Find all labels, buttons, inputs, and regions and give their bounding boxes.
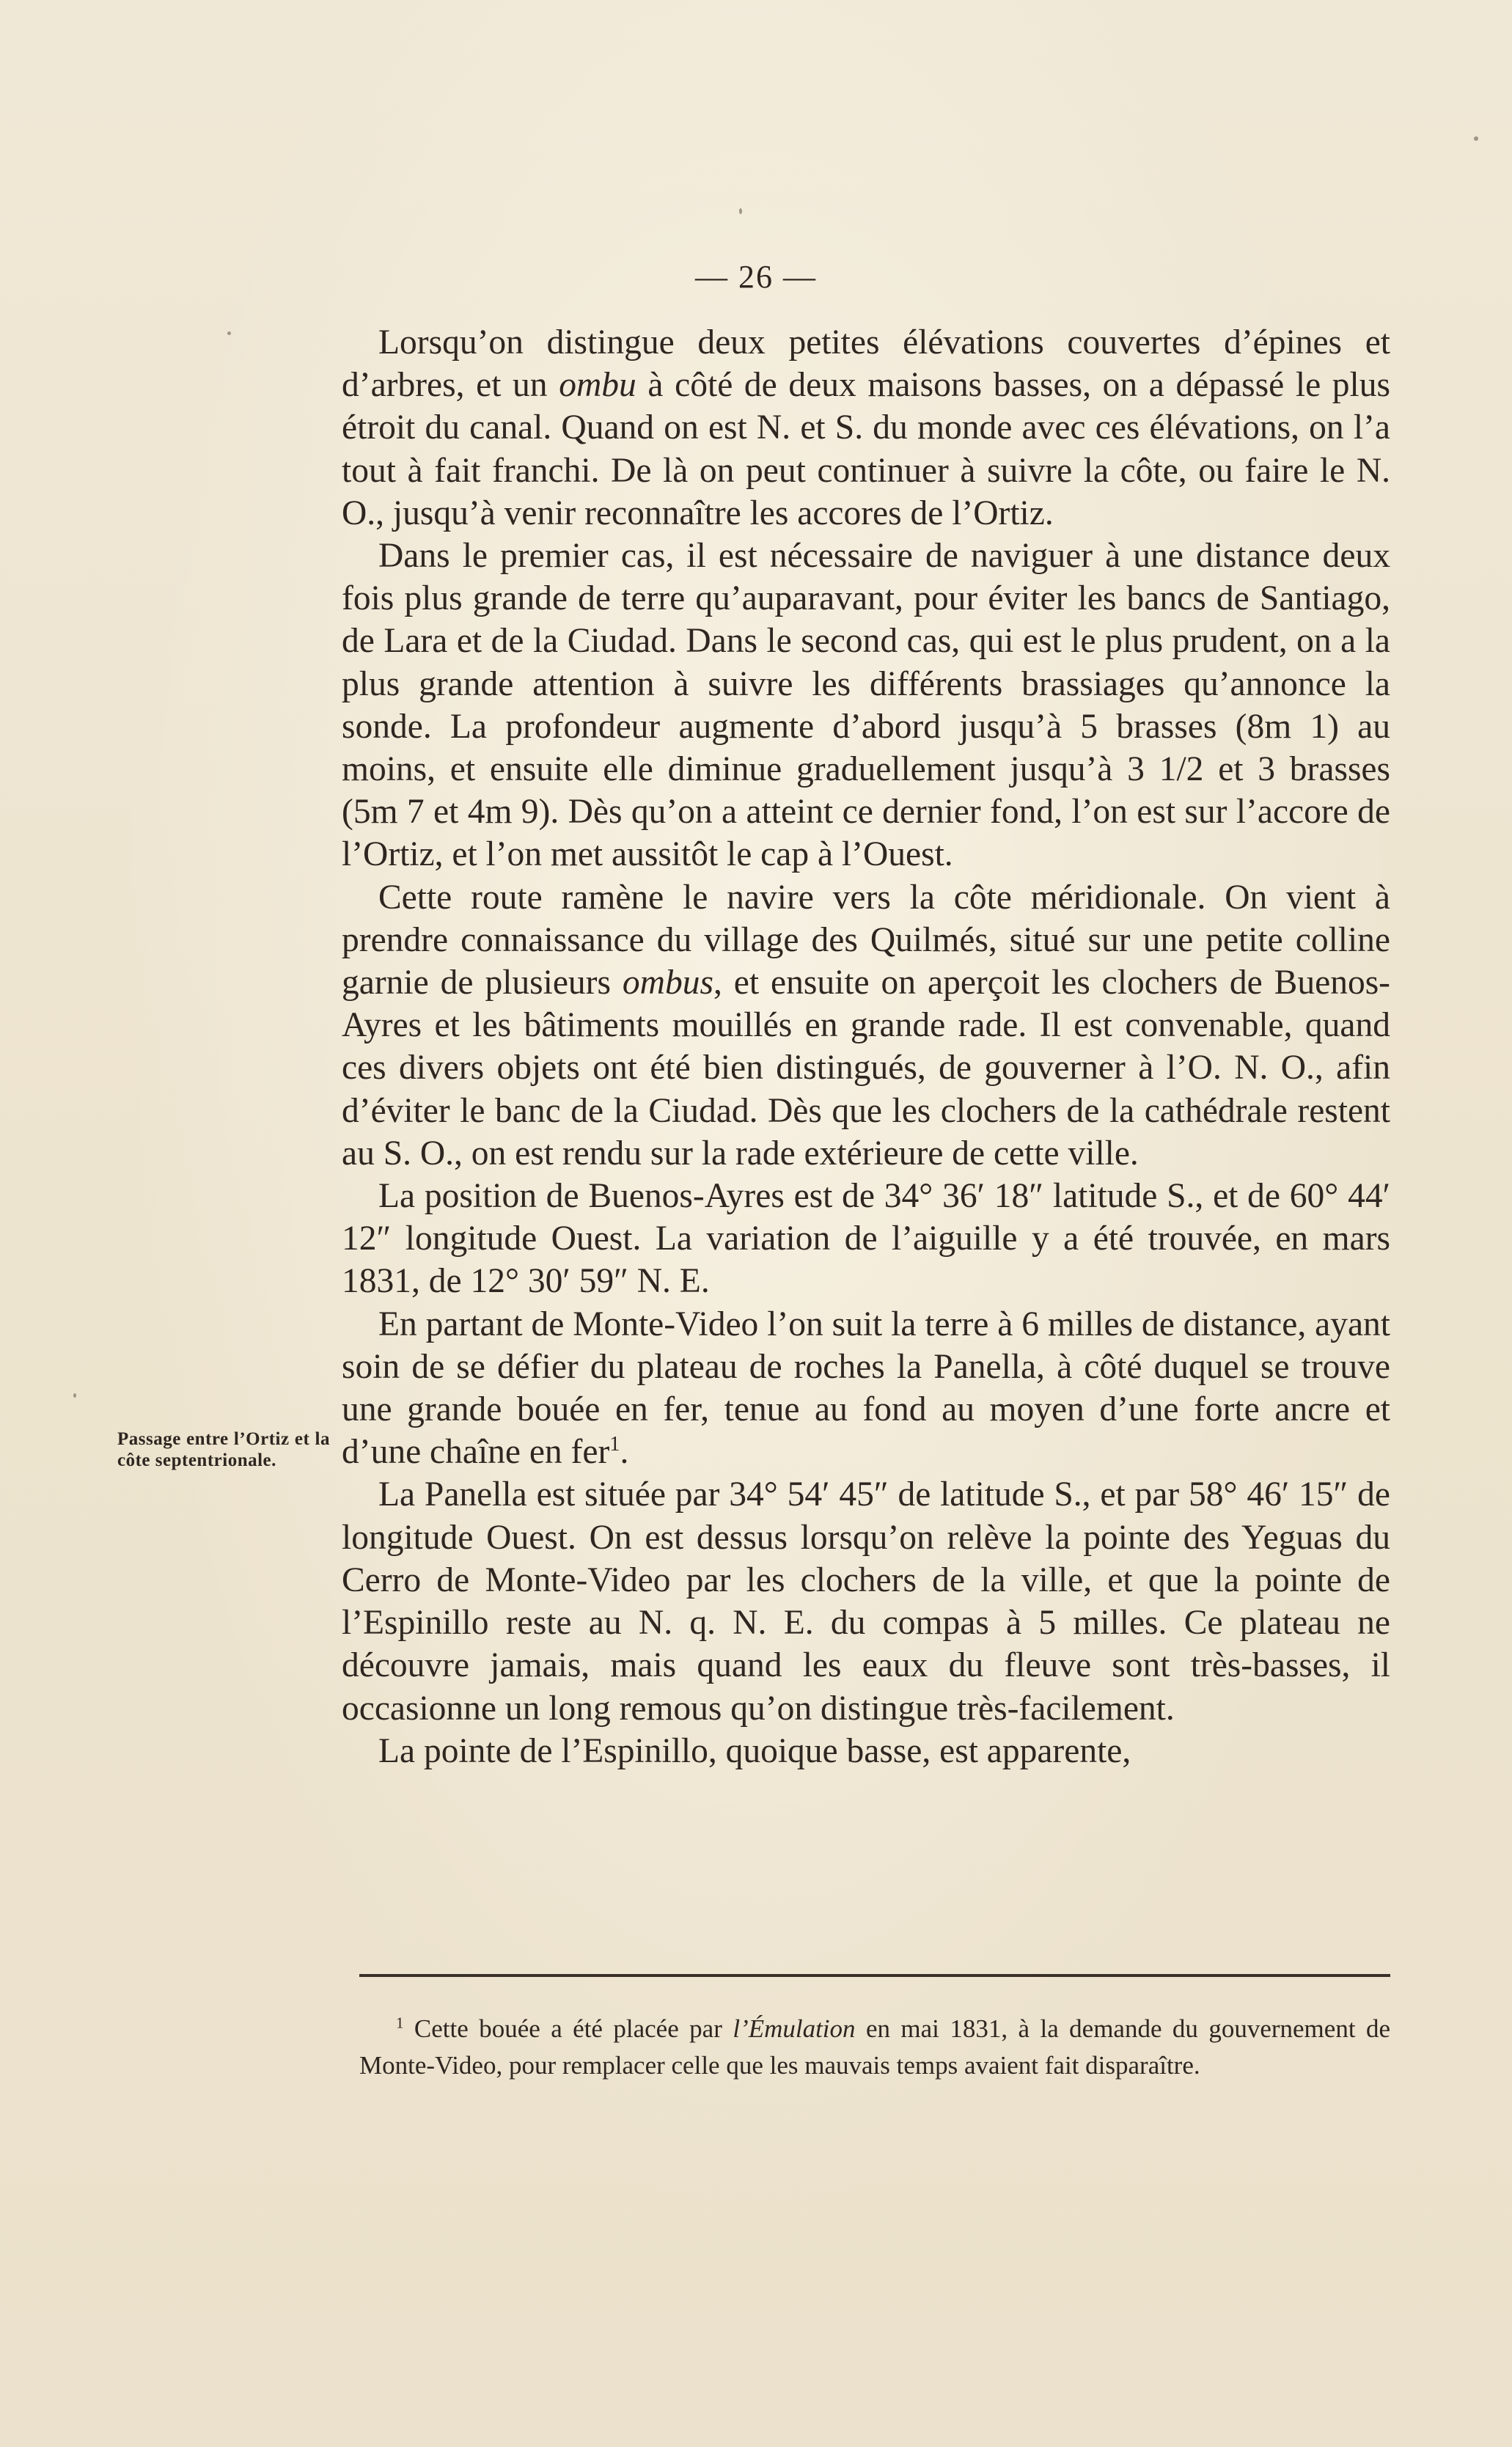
paragraph-4: La position de Buenos-Ayres est de 34° 36′ 18″ latitude S., et de 60° 44′ 12″ longitude Ouest. La variation de l’aiguille y a été trouvée, en mars 1831, de 12° 30′ 59″ N. E. <box>342 1177 1390 1301</box>
paragraph-1-text-a: Lorsqu’on distingue deux petites élévations couvertes d’épines et d’arbres, et un <box>342 323 1390 405</box>
paragraph-3 <box>342 876 1390 1175</box>
paper-speck <box>227 331 231 335</box>
footnote-rule <box>359 1974 1390 1977</box>
footnote-ref: 1 <box>609 1433 620 1456</box>
paragraph-3-italic: ombus <box>622 964 713 1002</box>
paragraph-2: Dans le premier cas, il est nécessaire de naviguer à une distance deux fois plus grande de terre qu’auparavant, pour éviter les bancs de Santiago, de Lara et de la Ciudad. Dans le second cas, qui est le plus prudent, on a la plus grande attention à suivre les différents brassiages qu’annonce la sonde. La profondeur augmente d’abord jusqu’à 5 brasses (8m 1) au moins, et ensuite elle diminue graduellement jusqu’à 3 1/2 et 3 brasses (5m 7 et 4m 9). Dès qu’on a atteint ce dernier fond, l’on est sur l’accore de l’Ortiz, et l’on met aussitôt le cap à l’Ouest. <box>342 537 1390 874</box>
paper-speck <box>73 1393 76 1398</box>
paragraph-3-text-a: Cette route ramène le navire vers la côte méridionale. On vient à prendre connaissance du village des Quilmés, situé sur une petite colline garnie de plusieurs <box>342 878 1390 1002</box>
paragraph-5 <box>342 1303 1390 1474</box>
margin-note: Passage entre l’Ortiz et la côte septentrionale. <box>117 1429 330 1470</box>
paragraph-1-text-b: à côté de deux maisons basses, on a dépassé le plus étroit du canal. Quand on est N. et S. du monde avec ces élévations, on l’a tout à fait franchi. De là on peut continuer à suivre la côte, ou faire le N. O., jusqu’à venir reconnaître les accores de l’Ortiz. <box>342 366 1390 532</box>
footnote-italic: l’Émulation <box>733 2014 856 2043</box>
footnote-marker: 1 <box>396 2014 404 2032</box>
paper-speck <box>1474 136 1478 141</box>
paper-speck <box>739 208 742 214</box>
paragraph-6: La Panella est située par 34° 54′ 45″ de latitude S., et par 58° 46′ 15″ de longitude Ouest. On est dessus lorsqu’on relève la pointe des Yeguas du Cerro de Monte-Video par les clochers de la ville, et que la pointe de l’Espinillo reste au N. q. N. E. du compas à 5 milles. Ce plateau ne découvre jamais, mais quand les eaux du fleuve sont très-basses, il occasionne un long remous qu’on distingue très-facilement. <box>342 1475 1390 1728</box>
paragraph-7: La pointe de l’Espinillo, quoique basse, est apparente, <box>378 1731 1131 1770</box>
footnote-text-b: en mai 1831, à la demande du gouvernement de Monte-Video, pour remplacer celle que les mauvais temps avaient fait disparaître. <box>359 2014 1391 2080</box>
paragraph-5-end: . <box>620 1433 629 1472</box>
body-text <box>342 321 1390 1772</box>
paragraph-5-text: En partant de Monte-Video l’on suit la terre à 6 milles de distance, ayant soin de se défier du plateau de roches la Panella, à côté duquel se trouve une grande bouée en fer, tenue au fond au moyen d’une forte ancre et d’une chaîne en fer <box>342 1305 1390 1472</box>
paragraph-1-italic: ombu <box>559 366 636 405</box>
paragraph-3-text-b: , et ensuite on aperçoit les clochers de Buenos-Ayres et les bâtiments mouillés en grande rade. Il est convenable, quand ces divers objets ont été bien distingués, de gouverner à l’O. N. O., afin d’éviter le banc de la Ciudad. Dès que les clochers de la cathédrale restent au S. O., on est rendu sur la rade extérieure de cette ville. <box>342 964 1390 1173</box>
footnote <box>359 2011 1390 2084</box>
paragraph-1 <box>342 321 1390 535</box>
footnote-text-a: Cette bouée a été placée par <box>403 2014 733 2043</box>
page-number: — 26 — <box>695 259 817 295</box>
